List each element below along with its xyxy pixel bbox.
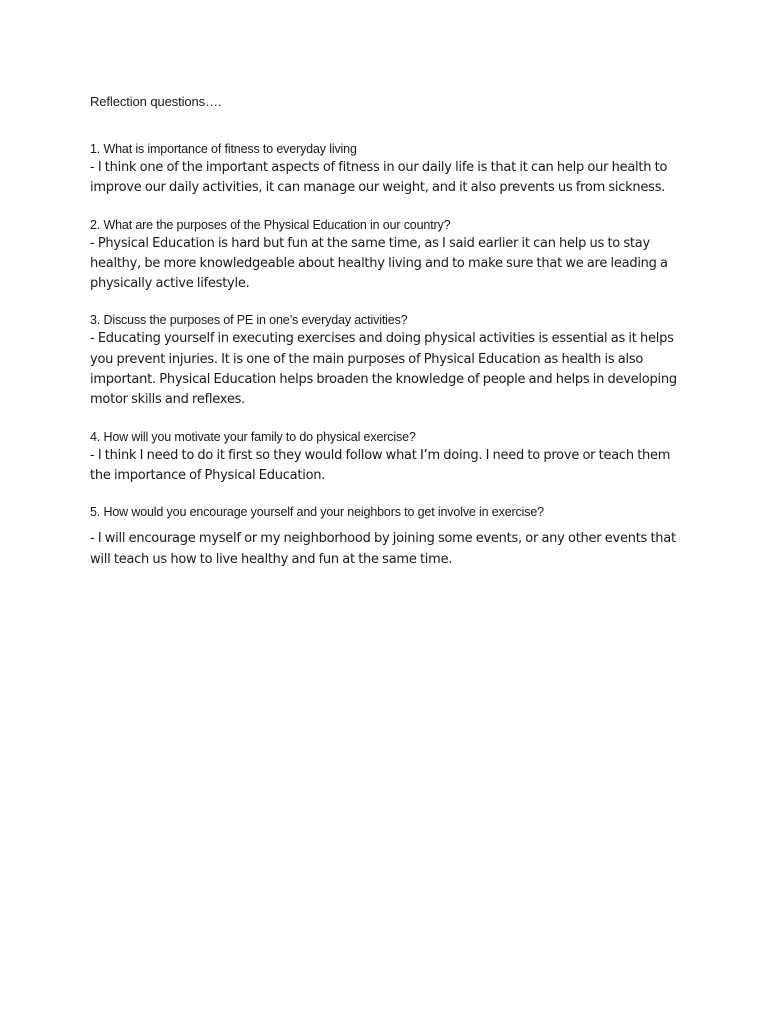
qa-item-5	[90, 503, 690, 570]
question-3: 3. Discuss the purposes of PE in one’s everyday activities?	[90, 313, 408, 328]
document-heading: Reflection questions….	[90, 94, 222, 109]
question-4: 4. How will you motivate your family to do physical exercise?	[90, 429, 416, 444]
qa-item-4	[90, 428, 690, 487]
qa-item-2	[90, 216, 690, 295]
answer-1: - I think one of the important aspects of fitness in our daily life is that it can help our health to improve our daily activities, it can manage our weight, and it also prevents us from sickness.	[90, 160, 668, 196]
qa-item-3	[90, 311, 690, 410]
answer-2: - Physical Education is hard but fun at the same time, as I said earlier it can help us to stay healthy, be more knowledgeable about healthy living and to make sure that we are leading a physically active lifestyle.	[90, 235, 668, 292]
question-1: 1. What is importance of fitness to everyday living	[90, 142, 357, 156]
question-5: 5. How would you encourage yourself and your neighbors to get involve in exercise?	[90, 505, 544, 520]
document-body	[90, 93, 690, 587]
qa-item-1	[90, 140, 690, 199]
answer-5: - I will encourage myself or my neighborhood by joining some events, or any other events that will teach us how to live healthy and fun at the same time.	[90, 531, 676, 567]
question-2: 2. What are the purposes of the Physical Education in our country?	[90, 217, 451, 232]
answer-3: - Educating yourself in executing exercises and doing physical activities is essential as it helps you prevent injuries. It is one of the main purposes of Physical Education as health is also important. Physical Education helps broaden the knowledge of people and helps in developing motor skills and reflexes.	[90, 331, 677, 408]
answer-4: - I think I need to do it first so they would follow what I’m doing. I need to prove or teach them the importance of Physical Education.	[90, 447, 671, 483]
